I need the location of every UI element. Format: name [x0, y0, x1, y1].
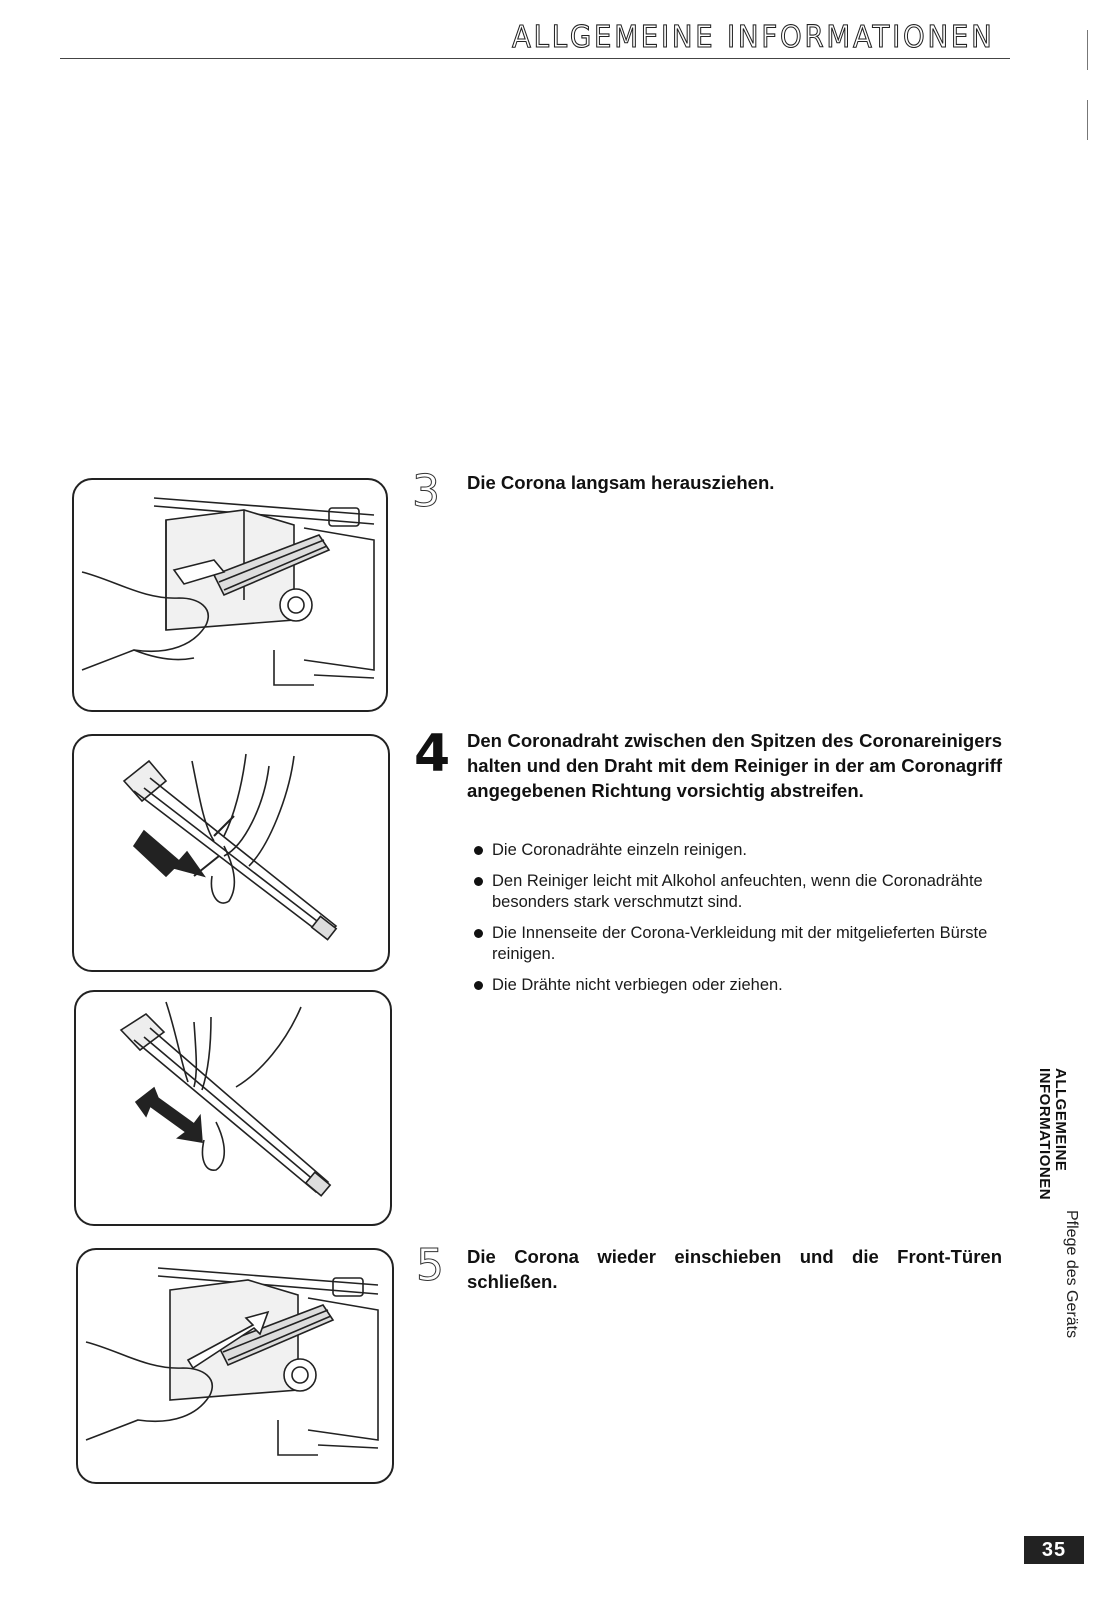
- side-tab-subtitle: Pflege des Geräts: [1063, 1210, 1080, 1339]
- page-number: 35: [1024, 1536, 1084, 1564]
- step-number: 3: [412, 466, 440, 517]
- cleaner-stroke-illustration: [74, 990, 392, 1226]
- list-item: Die Coronadrähte einzeln reinigen.: [470, 840, 1005, 861]
- step-title: Den Coronadraht zwischen den Spitzen des Coronareinigers halten und den Draht mit dem Reiniger in der am Coronagriff angegebenen Richtung vorsichtig abstreifen.: [467, 730, 1002, 801]
- side-tab-line: INFORMATIONEN: [1036, 1068, 1053, 1201]
- wire-cleaning-illustration: [72, 734, 390, 972]
- step-title: Die Corona wieder einschieben und die Front-Türen schließen.: [467, 1246, 1002, 1292]
- list-item: Die Drähte nicht verbiegen oder ziehen.: [470, 975, 1005, 996]
- step-title: Die Corona langsam herausziehen.: [467, 472, 775, 493]
- list-item: Die Innenseite der Corona-Verkleidung mit der mitgelieferten Bürste reinigen.: [470, 923, 1005, 965]
- step-number: 4: [414, 724, 451, 784]
- corona-pull-out-illustration: [72, 478, 388, 712]
- list-item: Den Reiniger leicht mit Alkohol anfeuchten, wenn die Coronadrähte besonders stark verschmutzt sind.: [470, 871, 1005, 913]
- edge-mark: [1087, 100, 1088, 140]
- edge-mark: [1087, 30, 1088, 70]
- header-title: ALLGEMEINE INFORMATIONEN: [511, 20, 994, 55]
- section-side-tab: [1022, 1068, 1084, 1339]
- side-tab-line: ALLGEMEINE: [1052, 1068, 1069, 1172]
- corona-insert-illustration: [76, 1248, 394, 1484]
- header-rule: [60, 58, 1010, 59]
- side-tab-title: [1036, 1068, 1068, 1200]
- bullet-list: [470, 840, 1005, 1006]
- step-number: 5: [416, 1240, 444, 1291]
